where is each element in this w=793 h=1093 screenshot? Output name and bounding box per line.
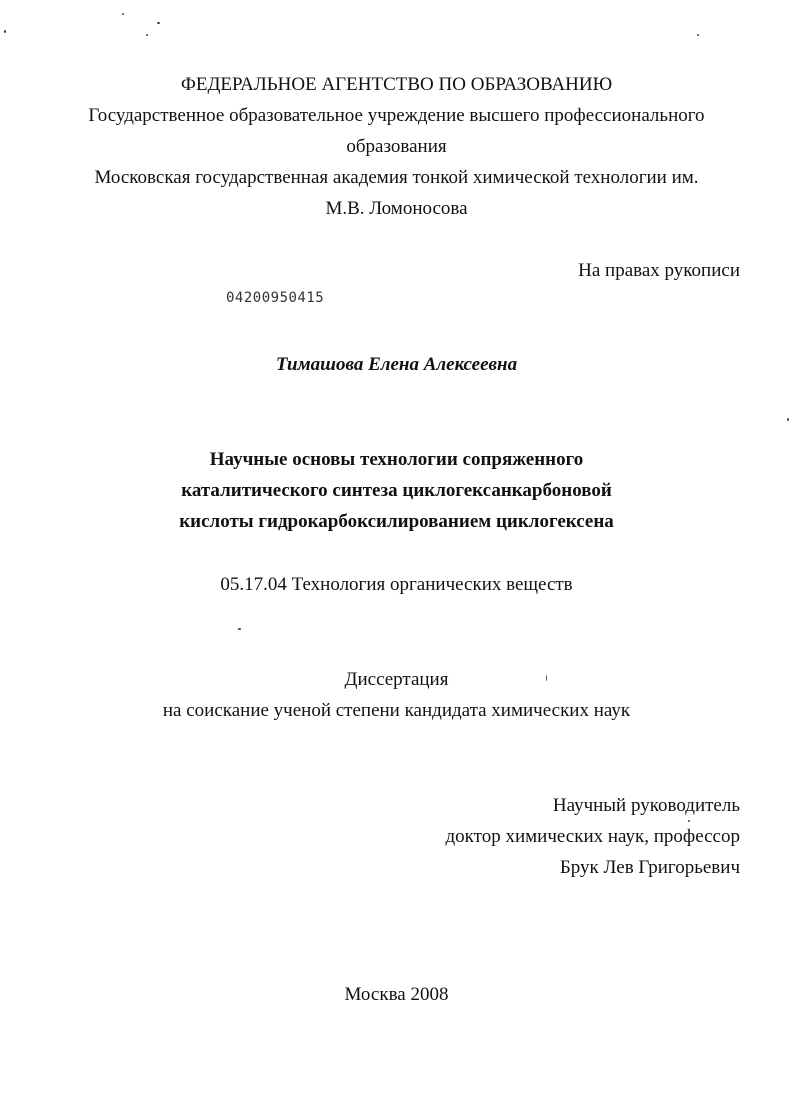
dissertation-label: Диссертация <box>344 669 449 690</box>
scan-speck <box>122 13 124 15</box>
supervisor-name: Брук Лев Григорьевич <box>559 857 740 878</box>
institution-line-2: образования <box>346 136 447 157</box>
scan-speck <box>4 30 6 33</box>
city-year: Москва 2008 <box>344 984 449 1005</box>
scan-speck <box>157 22 160 24</box>
agency-title: ФЕДЕРАЛЬНОЕ АГЕНТСТВО ПО ОБРАЗОВАНИЮ <box>180 74 613 95</box>
degree-line: на соискание ученой степени кандидата химических наук <box>162 700 631 721</box>
author-name: Тимашова Елена Алексеевна <box>275 354 518 375</box>
scan-speck <box>146 34 148 36</box>
scan-speck <box>688 820 690 822</box>
institution-line-1: Государственное образовательное учреждение высшего профессионального <box>88 105 705 126</box>
thesis-title-line-2: каталитического синтеза циклогексанкарбоновой <box>181 480 612 501</box>
supervisor-role: Научный руководитель <box>552 795 740 816</box>
thesis-title-line-1: Научные основы технологии сопряженного <box>209 449 584 470</box>
scan-speck <box>787 418 789 421</box>
supervisor-credentials: доктор химических наук, профессор <box>445 826 740 847</box>
academy-line-2: М.В. Ломоносова <box>325 198 468 219</box>
scan-speck <box>238 628 241 630</box>
manuscript-note: На правах рукописи <box>578 260 740 281</box>
scan-speck <box>697 34 699 36</box>
academy-line-1: Московская государственная академия тонкой химической технологии им. <box>94 167 699 188</box>
document-number: 04200950415 <box>226 290 325 306</box>
thesis-title-line-3: кислоты гидрокарбоксилированием циклогексена <box>179 511 614 532</box>
specialty: 05.17.04 Технология органических веществ <box>220 574 573 595</box>
